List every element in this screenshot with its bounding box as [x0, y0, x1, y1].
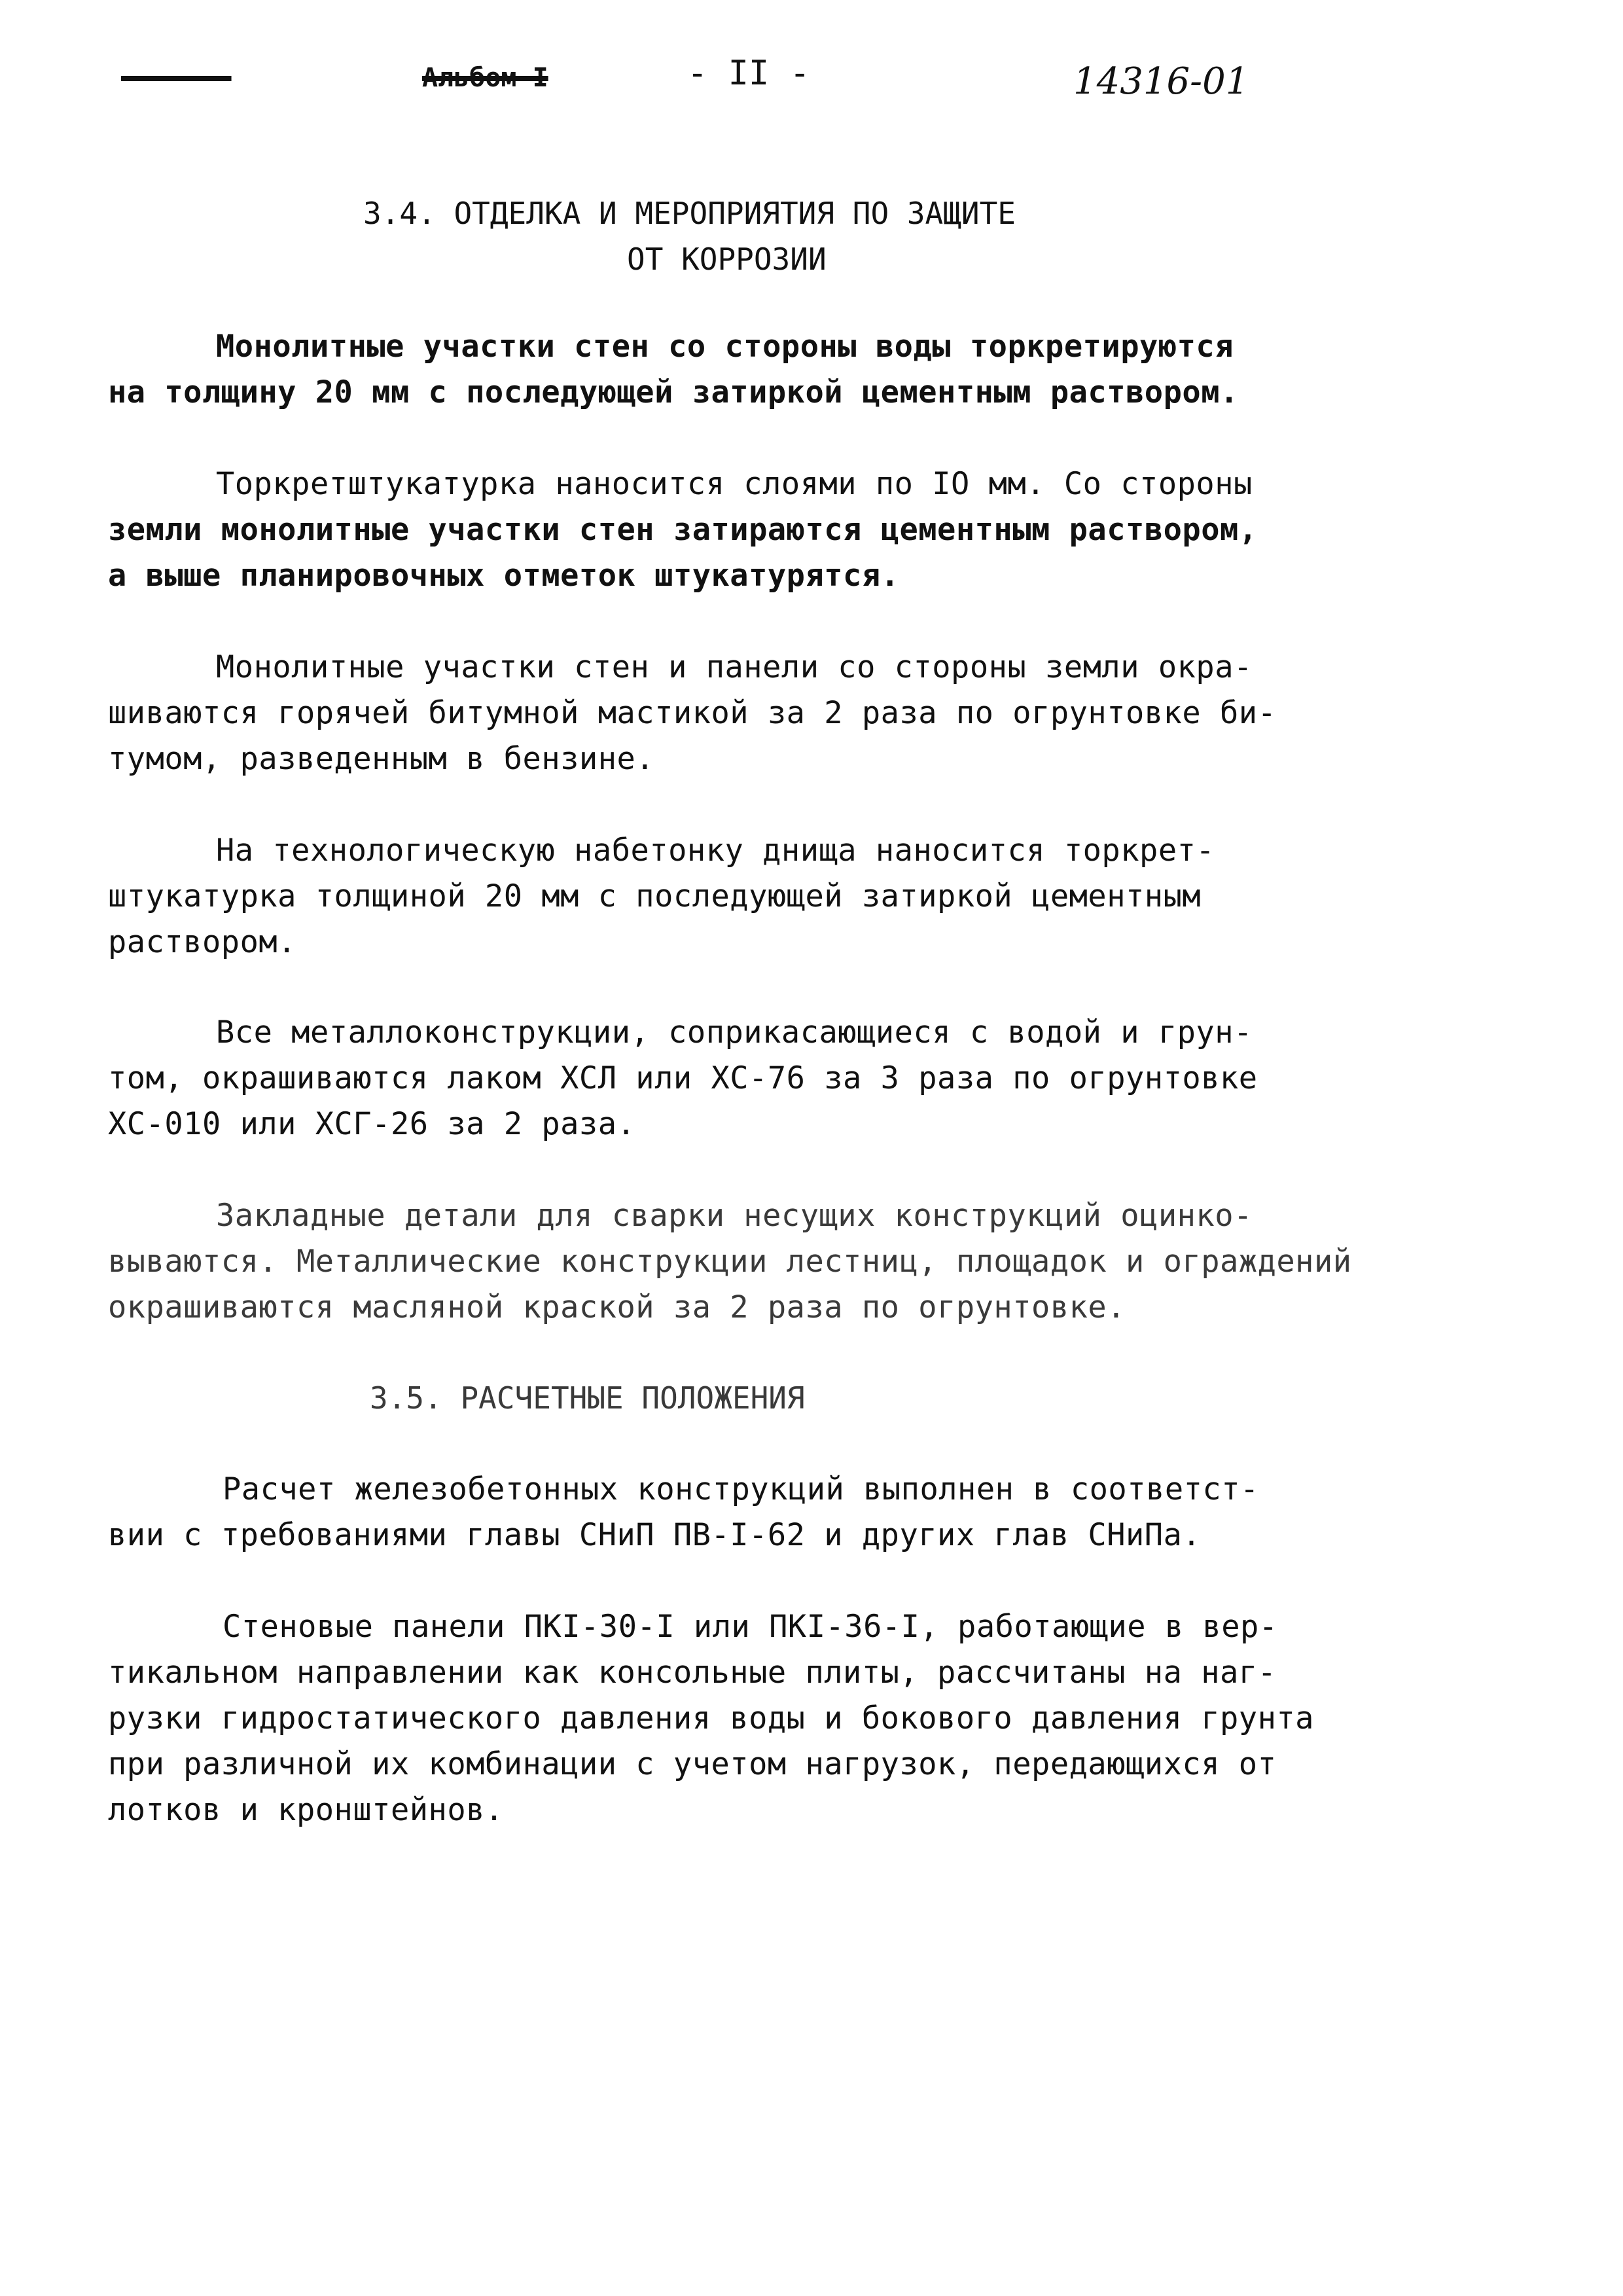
paragraph-line: лотков и кронштейнов.	[108, 1792, 504, 1828]
paragraph-line: вываются. Металлические конструкции лестниц, площадок и ограждений	[108, 1244, 1352, 1280]
section-3-4-heading-line1: 3.4. ОТДЕЛКА И МЕРОПРИЯТИЯ ПО ЗАЩИТЕ	[363, 196, 1016, 231]
paragraph-line: окрашиваются масляной краской за 2 раза по огрунтовке.	[108, 1289, 1126, 1325]
paragraph-line: тумом, разведенным в бензине.	[108, 741, 655, 777]
paragraph-line: рузки гидростатического давления воды и бокового давления грунта	[108, 1700, 1314, 1736]
paragraph-line: Все металлоконструкции, соприкасающиеся с водой и грун-	[216, 1014, 1253, 1050]
paragraph-line: Расчет железобетонных конструкций выполнен в соответст-	[223, 1471, 1259, 1507]
paragraph-line: земли монолитные участки стен затираются цементным раствором,	[108, 512, 1258, 548]
header-struck-left: --- ---	[121, 63, 232, 93]
paragraph-line: том, окрашиваются лаком ХСЛ или ХС-76 за 3 раза по огрунтовке	[108, 1060, 1258, 1096]
paragraph-line: Монолитные участки стен и панели со стороны земли окра-	[216, 649, 1253, 685]
paragraph-line: На технологическую набетонку днища наносится торкрет-	[216, 833, 1215, 869]
section-3-4-heading-line2: ОТ КОРРОЗИИ	[627, 242, 827, 277]
paragraph-line: Монолитные участки стен со стороны воды торкретируются	[216, 329, 1234, 365]
paragraph-line: раствором.	[108, 924, 296, 960]
paragraph-line: штукатурка толщиной 20 мм с последующей затиркой цементным	[108, 878, 1202, 914]
paragraph-line: а выше планировочных отметок штукатурятся.	[108, 558, 900, 594]
document-code: 14316-01	[1073, 60, 1249, 103]
paragraph-line: Торкретштукатурка наносится слоями по IO мм. Со стороны	[216, 466, 1253, 502]
header-album-struck: Альбом I	[422, 63, 548, 93]
paragraph-line: вии с требованиями главы СНиП ПВ-I-62 и других глав СНиПа.	[108, 1517, 1202, 1553]
paragraph-line: Закладные детали для сварки несущих конструкций оцинко-	[216, 1198, 1253, 1234]
paragraph-line: Стеновые панели ПКI-30-I или ПКI-36-I, работающие в вер-	[223, 1609, 1278, 1645]
paragraph-line: при различной их комбинации с учетом нагрузок, передающихся от	[108, 1746, 1277, 1782]
page-number: - II -	[687, 54, 810, 93]
paragraph-line: ХС-010 или ХСГ-26 за 2 раза.	[108, 1106, 636, 1142]
paragraph-line: тикальном направлении как консольные плиты, рассчитаны на наг-	[108, 1655, 1277, 1691]
paragraph-line: на толщину 20 мм с последующей затиркой цементным раствором.	[108, 374, 1239, 410]
section-3-5-heading: 3.5. РАСЧЕТНЫЕ ПОЛОЖЕНИЯ	[370, 1380, 805, 1416]
paragraph-line: шиваются горячей битумной мастикой за 2 раза по огрунтовке би-	[108, 695, 1277, 731]
